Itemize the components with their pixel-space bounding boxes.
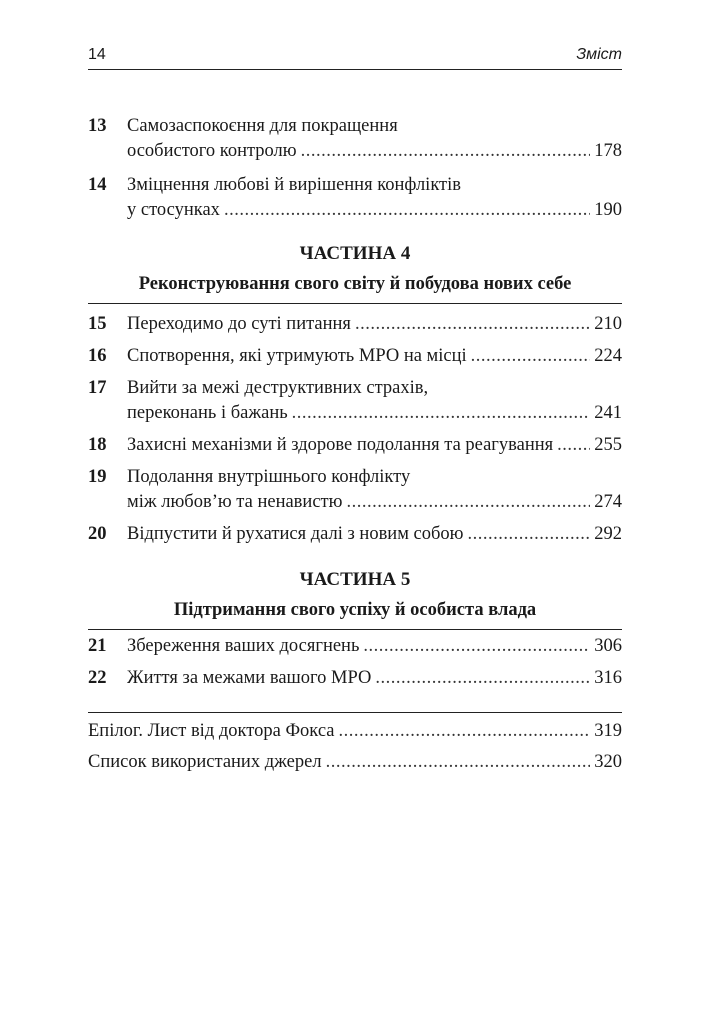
toc-entry[interactable]	[88, 465, 622, 515]
toc-entry[interactable]	[88, 634, 622, 659]
chapter-number: 18	[88, 435, 107, 455]
dot-leader	[224, 198, 590, 223]
toc-entry[interactable]	[88, 522, 622, 547]
part-label: ЧАСТИНА 4	[299, 243, 411, 264]
part-title: Підтримання свого успіху й особиста влада	[173, 600, 537, 620]
toc-entry[interactable]	[88, 344, 622, 369]
chapter-title-line: Переходимо до суті питання	[127, 314, 351, 334]
section-title: Зміст	[576, 46, 622, 63]
dot-leader	[363, 634, 590, 659]
section-divider	[88, 712, 622, 713]
toc-entry[interactable]	[88, 719, 622, 744]
chapter-number: 15	[88, 314, 107, 334]
chapter-number: 21	[88, 636, 107, 656]
chapter-title-line: особистого контролю	[127, 141, 297, 161]
page-ref: 274	[594, 492, 622, 512]
toc-block-back-matter	[88, 719, 622, 775]
page-ref: 319	[594, 721, 622, 741]
toc-entry[interactable]	[88, 433, 622, 458]
chapter-title-line: переконань і бажань	[127, 403, 288, 423]
dot-leader	[346, 490, 590, 515]
part-label: ЧАСТИНА 5	[299, 569, 411, 590]
dot-leader	[355, 312, 590, 337]
chapter-number: 22	[88, 668, 107, 688]
page-ref: 241	[594, 403, 622, 423]
chapter-title-line: Подолання внутрішнього конфлікту	[127, 467, 411, 487]
page-ref: 210	[594, 314, 622, 334]
chapter-number: 16	[88, 346, 107, 366]
toc-block-part-5	[88, 634, 622, 691]
part-title: Реконструювання свого світу й побудова нових себе	[138, 274, 572, 294]
dot-leader	[338, 719, 590, 744]
toc-block-chapters-13-14	[88, 114, 622, 223]
part-5-heading	[88, 568, 622, 622]
toc-entry[interactable]	[88, 173, 622, 223]
chapter-title-line: Спотворення, які утримують МРО на місці	[127, 346, 467, 366]
dot-leader	[471, 344, 591, 369]
toc-block-part-4	[88, 312, 622, 547]
dot-leader	[467, 522, 590, 547]
page-ref: 306	[594, 636, 622, 656]
chapter-title-line: у стосунках	[127, 200, 220, 220]
page-ref: 292	[594, 524, 622, 544]
toc-entry[interactable]	[88, 312, 622, 337]
chapter-title-line: Захисні механізми й здорове подолання та реагування	[127, 435, 554, 455]
toc-entry[interactable]	[88, 750, 622, 775]
chapter-number: 17	[88, 378, 107, 398]
dot-leader	[301, 139, 591, 164]
page-ref: 224	[594, 346, 622, 366]
chapter-title-line: Список використаних джерел	[88, 752, 322, 772]
chapter-number: 13	[88, 116, 107, 136]
page-ref: 178	[594, 141, 622, 161]
page-number: 14	[88, 46, 106, 63]
page-ref: 255	[594, 435, 622, 455]
chapter-title-line: Життя за межами вашого МРО	[127, 668, 372, 688]
chapter-title-line: між любов’ю та ненавистю	[127, 492, 343, 512]
page-ref: 320	[594, 752, 622, 772]
chapter-title-line: Самозаспокоєння для покращення	[127, 116, 398, 136]
dot-leader	[326, 750, 591, 775]
chapter-title-line: Вийти за межі деструктивних страхів,	[127, 378, 429, 398]
chapter-title-line: Збереження ваших досягнень	[127, 636, 360, 656]
part-divider	[88, 303, 622, 304]
chapter-number: 19	[88, 467, 107, 487]
toc-entry[interactable]	[88, 376, 622, 426]
header-rule	[88, 69, 622, 70]
dot-leader	[292, 401, 591, 426]
part-divider	[88, 629, 622, 630]
running-header	[88, 46, 622, 70]
chapter-number: 14	[88, 175, 107, 195]
dot-leader	[557, 433, 590, 458]
chapter-title-line: Зміцнення любові й вирішення конфліктів	[127, 175, 462, 195]
page-ref: 316	[594, 668, 622, 688]
chapter-number: 20	[88, 524, 107, 544]
part-4-heading	[88, 242, 622, 296]
chapter-title-line: Епілог. Лист від доктора Фокса	[88, 721, 335, 741]
dot-leader	[375, 666, 590, 691]
toc-entry[interactable]	[88, 114, 622, 164]
toc-entry[interactable]	[88, 666, 622, 691]
page-ref: 190	[594, 200, 622, 220]
chapter-title-line: Відпустити й рухатися далі з новим собою	[127, 524, 464, 544]
